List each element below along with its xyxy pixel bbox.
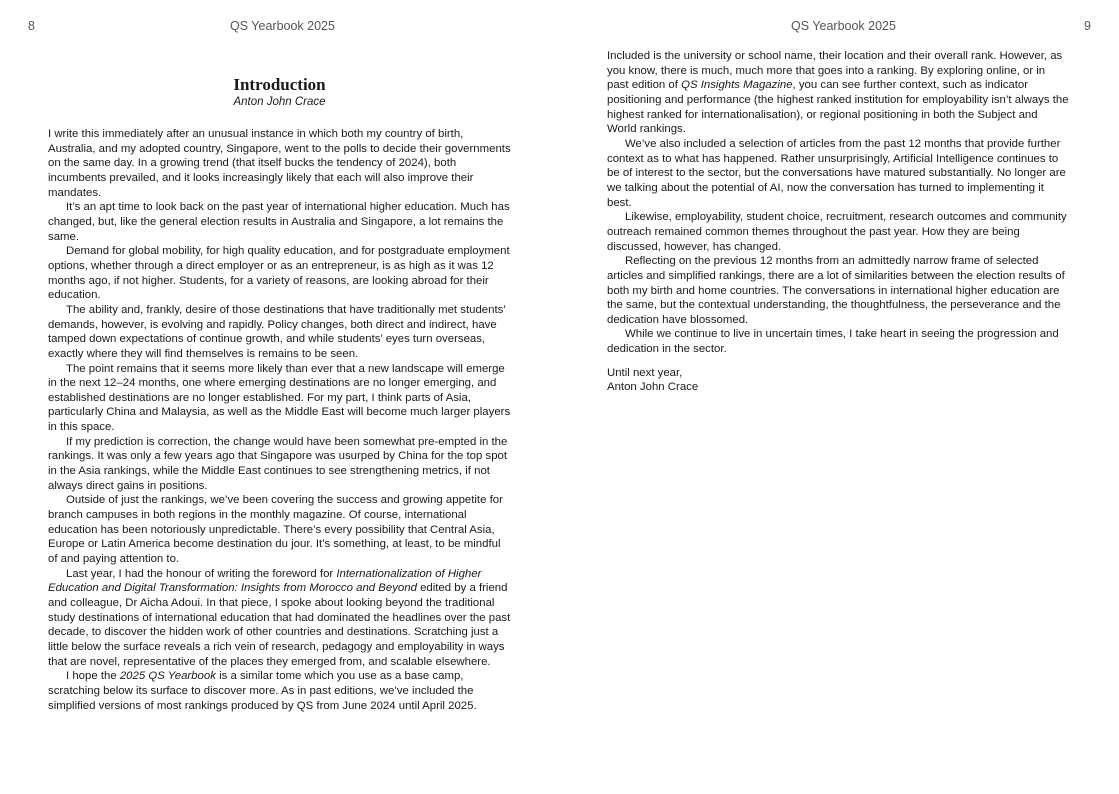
- text-run: Included is the university or school name, their location and their overall rank. However, as you know, there is much, much more that goes into a ranking. By exploring online, or in past edition of: [607, 50, 1063, 92]
- running-head-left: QS Yearbook 2025: [230, 19, 335, 33]
- body-paragraph: [48, 200, 512, 244]
- body-paragraph: [48, 669, 512, 713]
- body-paragraph: [607, 210, 1069, 254]
- text-run: We’ve also included a selection of articles from the past 12 months that provide further context as to what has happened. Rather unsurprisingly, Artificial Intelligence continues to be of interest to the sector, but the conversations have matured substantially. No longer are we talking about the potential of AI, now the conversation has turned to implementing it best.: [607, 137, 1066, 209]
- body-paragraph: [48, 303, 512, 362]
- right-body-text: [607, 49, 1069, 395]
- body-paragraph: [607, 254, 1069, 327]
- body-paragraph: [48, 244, 512, 303]
- body-paragraph: [607, 137, 1069, 210]
- left-body-text: [48, 127, 512, 713]
- left-page: [0, 0, 559, 794]
- italic-title-run: Internationalization of Higher Education and Digital Transformation: Insights from Morocco and Beyond: [48, 567, 482, 595]
- text-run: Reflecting on the previous 12 months from an admittedly narrow frame of selected articles and simplified rankings, there are a lot of similarities between the election results of both my birth and home countries. The conversations in international higher education are the same, but the contextual understanding, the thoughtfulness, the perseverance and the dedication have blossomed.: [607, 255, 1065, 326]
- page-number-left: 8: [28, 19, 35, 33]
- text-run: If my prediction is correction, the change would have been somewhat pre-empted in the rankings. It was only a few years ago that Singapore was usurped by China for the top spot in the Asia rankings, while the Middle East continues to see strengthening metrics, if not always direct gains in positions.: [48, 435, 508, 492]
- article-title: Introduction: [233, 75, 326, 94]
- page-number-right: 9: [1084, 19, 1091, 33]
- closing-block: [607, 366, 1069, 395]
- text-run: , you can see further context, such as indicator positioning and performance (the highest ranked institution for employability isn’t always the highest ranked for internationalisation), or regional positioning in both the Subject and World rankings.: [607, 79, 1069, 136]
- italic-title-run: QS Insights Magazine: [681, 79, 793, 92]
- text-run: Outside of just the rankings, we’ve been covering the success and growing appetite for branch campuses in both regions in the monthly magazine. Of course, international education has been notoriously unpredictable. There’s every possibility that Central Asia, Europe or Latin America become destination du jour. It’s something, at least, to be mindful of and paying attention to.: [48, 494, 503, 566]
- text-run: It’s an apt time to look back on the past year of international higher education. Much has changed, but, like the general election results in Australia and Singapore, a lot remains the same.: [48, 201, 510, 243]
- text-run: While we continue to live in uncertain times, I take heart in seeing the progression and dedication in the sector.: [607, 328, 1059, 356]
- signature: Anton John Crace: [607, 381, 699, 394]
- text-run: edited by a friend and colleague, Dr Aicha Adoui. In that piece, I spoke about looking beyond the traditional study destinations of international education that had dominated the headlines over the past decade, to discover the hidden work of other countries and destinations. Scratching just a little below the surface reveals a rich vein of research, pedagogy and employability in ways that are novel, representative of the places they emerged from, and scalable elsewhere.: [48, 582, 511, 668]
- text-run: Demand for global mobility, for high quality education, and for postgraduate employment options, whether through a direct employer or as an entrepreneur, is as high as it was 12 months ago, if not higher. Students, for a variety of reasons, are looking abroad for their education.: [48, 245, 510, 302]
- body-paragraph: [48, 567, 512, 670]
- text-run: Last year, I had the honour of writing the foreword for: [66, 567, 337, 580]
- right-page: [560, 0, 1119, 794]
- body-paragraph: [48, 362, 512, 435]
- body-paragraph: [48, 435, 512, 494]
- text-run: The point remains that it seems more likely than ever that a new landscape will emerge in the next 12–24 months, one where emerging destinations are no longer emerging, and established destinations are no longer established. For my part, I think parts of Asia, particularly China and Malaysia, as well as the Middle East will become much larger players in this space.: [48, 362, 511, 434]
- body-paragraph: [48, 493, 512, 566]
- text-run: Likewise, employability, student choice, recruitment, research outcomes and community outreach remained common themes throughout the past year. How they are being discussed, however, has changed.: [607, 211, 1067, 253]
- text-run: is a similar tome which you use as a base camp, scratching below its surface to discover more. As in past editions, we’ve included the simplified versions of most rankings produced by QS from June 2024 until April 2025.: [48, 670, 477, 712]
- body-paragraph: [48, 127, 512, 200]
- body-paragraph: [607, 327, 1069, 356]
- body-paragraph: [607, 49, 1069, 137]
- closing-line: Until next year,: [607, 366, 683, 379]
- running-head-right: QS Yearbook 2025: [791, 19, 896, 33]
- text-run: The ability and, frankly, desire of those destinations that have traditionally met students’ demands, however, is evolving and rapidly. Policy changes, both direct and indirect, have tamped down expectations of continue growth, and while students’ eyes turn overseas, exactly where they will find themselves is remains to be seen.: [48, 303, 506, 360]
- article-author: Anton John Crace: [233, 96, 326, 108]
- text-run: I hope the: [66, 670, 120, 683]
- text-run: I write this immediately after an unusual instance in which both my country of birth, Australia, and my adopted country, Singapore, went to the polls to decide their governments on the same day. In a growing trend (that itself bucks the tendency of 2024), both incumbents prevailed, and it looks increasingly likely that each will also improve their mandates.: [48, 128, 511, 199]
- italic-title-run: 2025 QS Yearbook: [119, 670, 216, 683]
